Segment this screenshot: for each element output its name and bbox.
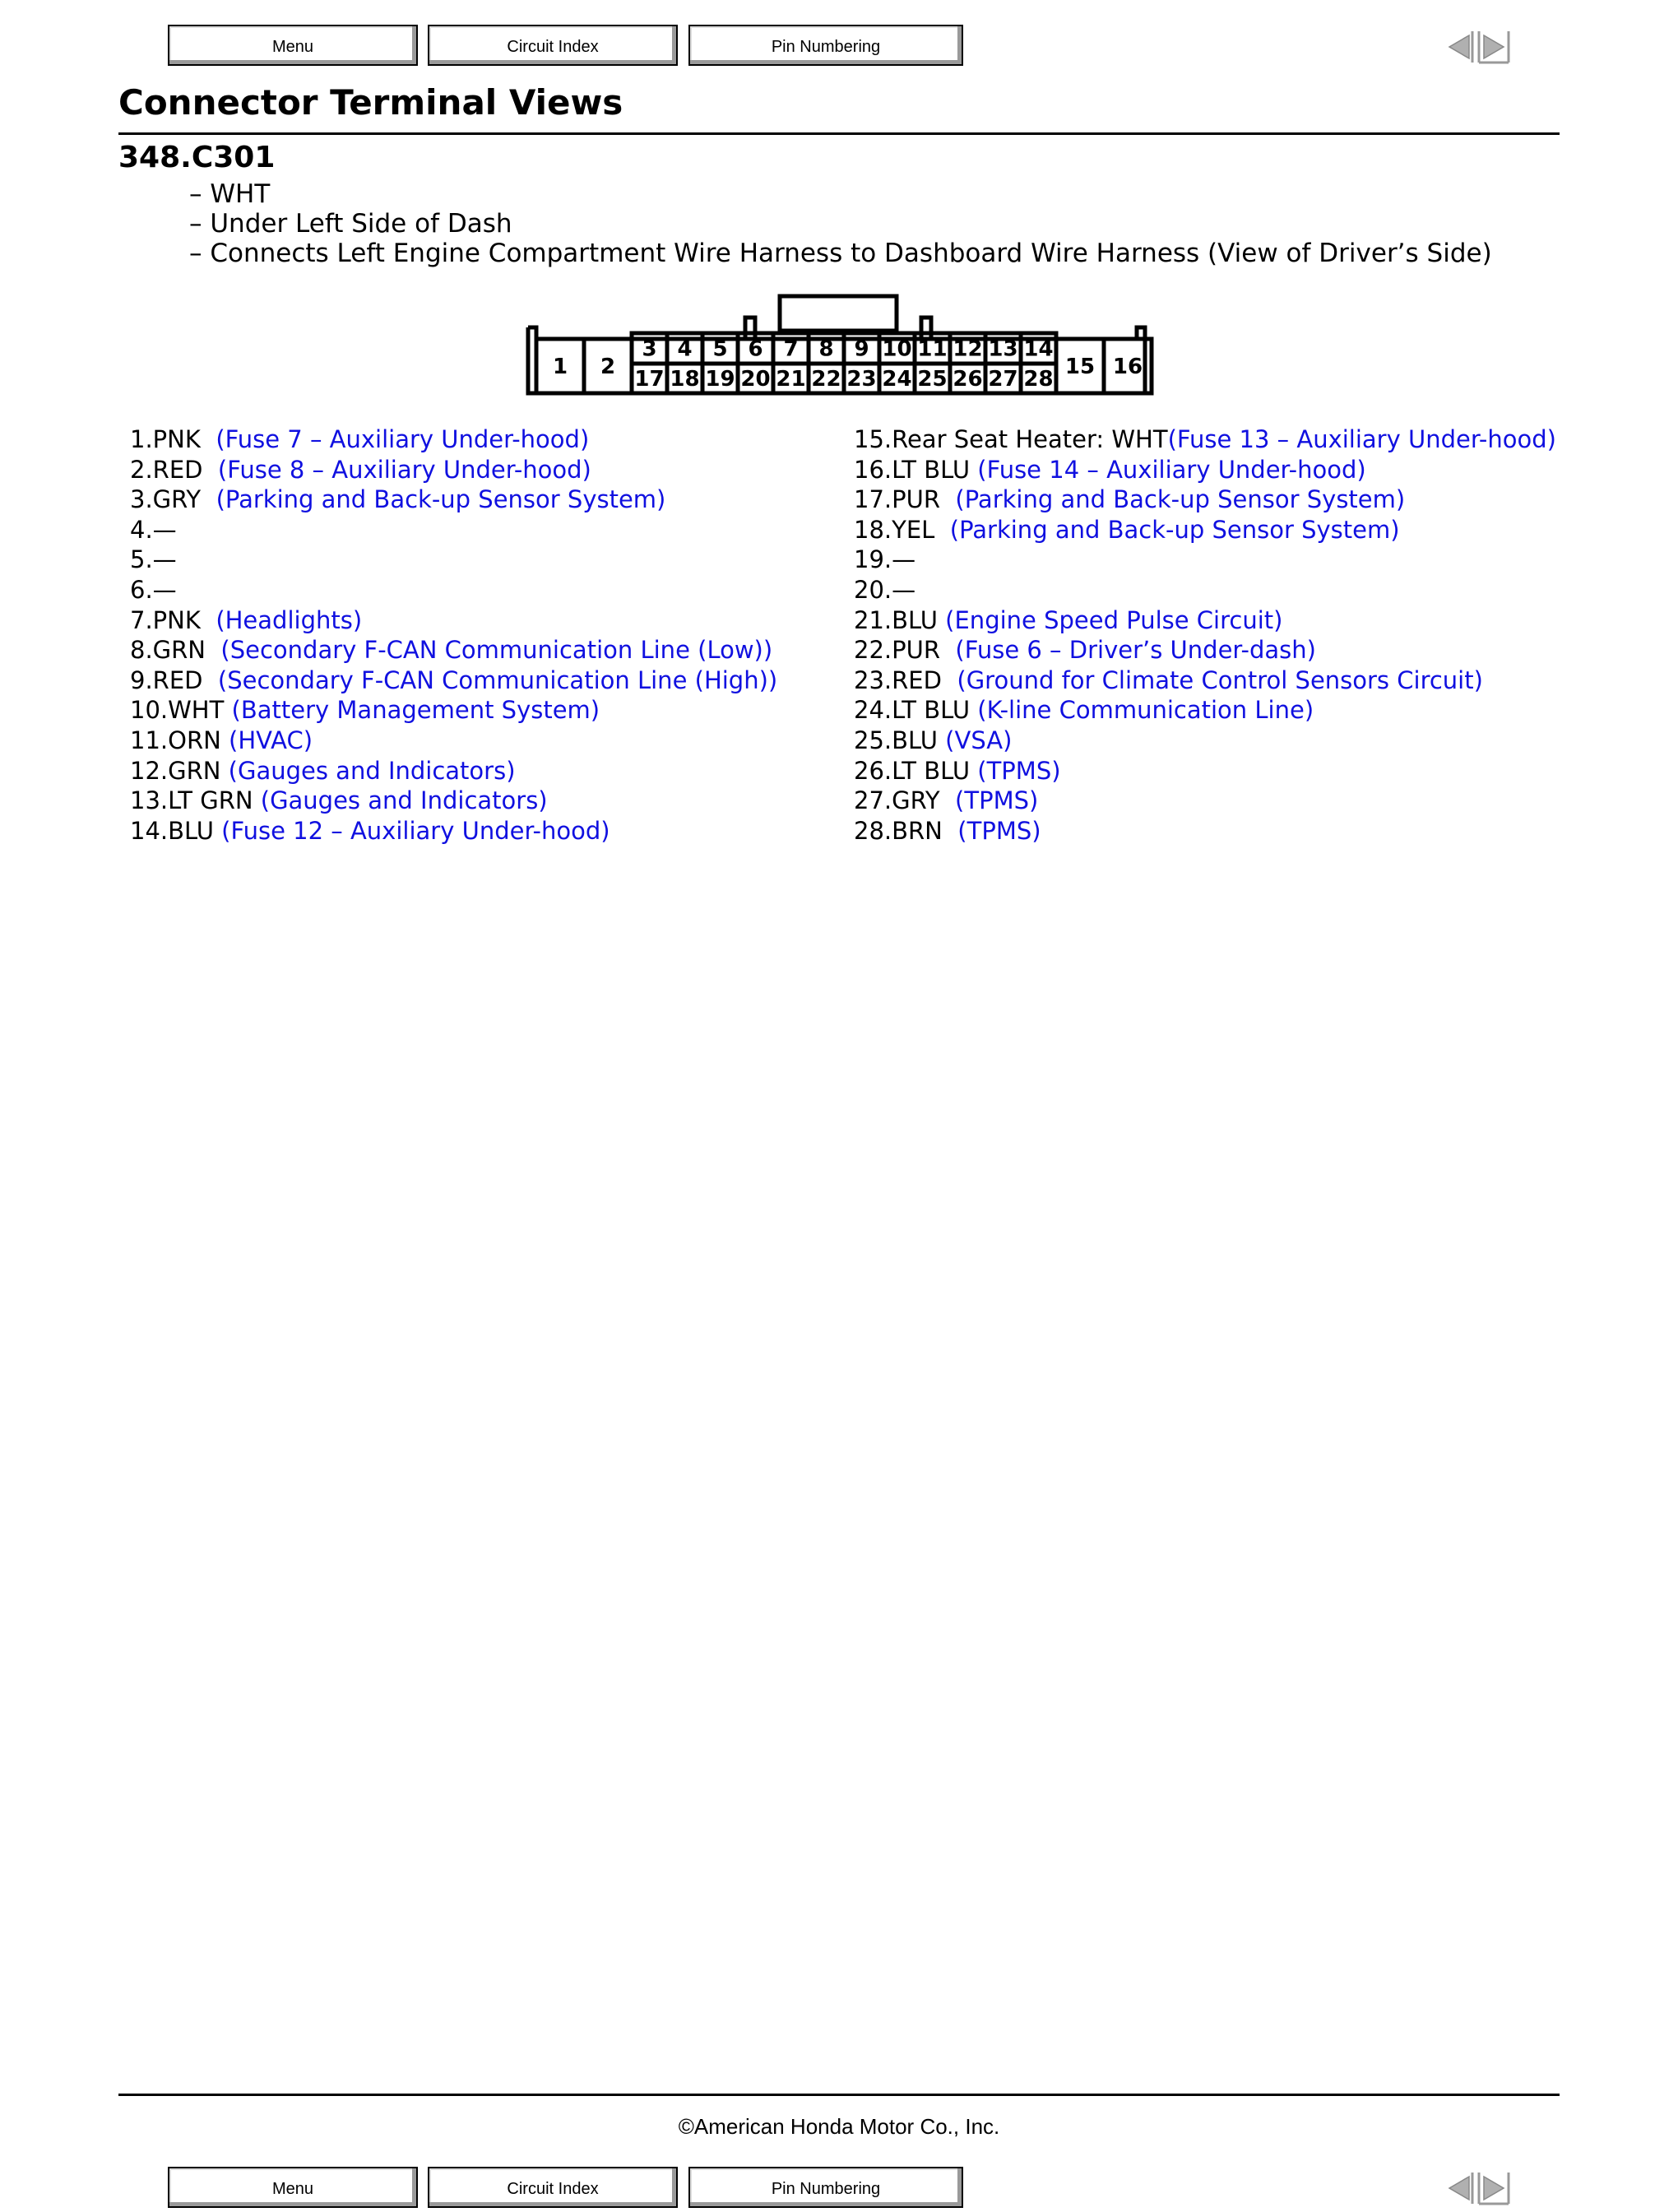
pin-row — [854, 545, 1556, 575]
pin-label: 15.Rear Seat Heater: WHT — [854, 425, 1168, 453]
circuit-link[interactable]: (Fuse 7 – Auxiliary Under-hood) — [216, 425, 590, 453]
pin-cell-23 — [844, 364, 879, 393]
circuit-link[interactable]: (Secondary F-CAN Communication Line (High)) — [217, 665, 778, 694]
pin-number: 14 — [1023, 336, 1054, 362]
pin-row — [130, 605, 777, 636]
pin-list-left — [130, 424, 777, 846]
pin-cell-1 — [536, 339, 584, 393]
circuit-link[interactable]: (TPMS) — [957, 816, 1041, 845]
circuit-link[interactable]: (TPMS) — [955, 786, 1039, 815]
pin-label: 9.RED — [130, 665, 218, 694]
pin-number: 24 — [882, 367, 912, 392]
pin-row — [854, 485, 1556, 515]
menu-button[interactable]: Menu — [168, 25, 418, 66]
circuit-index-button[interactable]: Circuit Index — [428, 25, 678, 66]
circuit-link[interactable]: (Gauges and Indicators) — [228, 756, 516, 785]
pin-number: 9 — [854, 336, 869, 362]
pin-label: 21.BLU — [854, 605, 946, 634]
pin-label: 20.— — [854, 575, 916, 604]
pin-label: 25.BLU — [854, 726, 946, 754]
circuit-link[interactable]: (Parking and Back-up Sensor System) — [216, 485, 666, 514]
pin-cell-28 — [1021, 364, 1056, 393]
pin-cell-18 — [667, 364, 702, 393]
pin-numbering-button[interactable]: Pin Numbering — [688, 25, 963, 66]
pin-row — [854, 695, 1556, 726]
pin-label: 16.LT BLU — [854, 455, 978, 484]
pin-row — [130, 695, 777, 726]
pin-number: 18 — [670, 367, 700, 392]
menu-button-footer[interactable]: Menu — [168, 2167, 418, 2208]
previous-page-icon[interactable] — [1449, 31, 1472, 63]
pin-row — [854, 515, 1556, 545]
next-page-icon[interactable] — [1479, 2173, 1509, 2204]
pin-number: 11 — [917, 336, 948, 362]
pin-number: 12 — [953, 336, 983, 362]
pin-cell-25 — [915, 364, 950, 393]
pin-cell-19 — [702, 364, 738, 393]
circuit-link[interactable]: (Fuse 14 – Auxiliary Under-hood) — [977, 455, 1366, 484]
pin-number: 25 — [917, 367, 948, 392]
circuit-link[interactable]: (HVAC) — [229, 726, 313, 754]
pin-row — [130, 635, 777, 665]
pin-row — [854, 726, 1556, 756]
pin-row — [854, 665, 1556, 696]
pin-cell-22 — [809, 364, 844, 393]
pin-label: 19.— — [854, 545, 916, 574]
pin-number: 5 — [712, 336, 728, 362]
pin-label: 10.WHT — [130, 696, 232, 725]
circuit-link[interactable]: (Engine Speed Pulse Circuit) — [945, 605, 1283, 634]
circuit-link[interactable]: (Fuse 8 – Auxiliary Under-hood) — [217, 455, 591, 484]
pin-cell-24 — [879, 364, 915, 393]
pin-row — [130, 756, 777, 786]
pin-row — [854, 635, 1556, 665]
connector-description: – Connects Left Engine Compartment Wire Harness to Dashboard Wire Harness (View of Driver’s Side) — [189, 239, 1492, 268]
pin-number: 13 — [988, 336, 1018, 362]
pin-number: 23 — [846, 367, 877, 392]
pin-label: 13.LT GRN — [130, 786, 261, 815]
pin-cell-27 — [985, 364, 1021, 393]
pin-label: 26.LT BLU — [854, 756, 978, 785]
pin-label: 11.ORN — [130, 726, 229, 754]
circuit-link[interactable]: (Battery Management System) — [231, 696, 600, 725]
pin-label: 12.GRN — [130, 756, 229, 785]
pin-row — [130, 455, 777, 485]
pin-cell-17 — [632, 364, 667, 393]
pin-row — [130, 515, 777, 545]
pin-label: 1.PNK — [130, 425, 216, 453]
pin-row — [130, 424, 777, 455]
page-nav-arrows-footer — [1444, 2169, 1513, 2207]
page-title: Connector Terminal Views — [118, 82, 623, 123]
connector-tab-right — [921, 318, 931, 339]
pin-row — [854, 424, 1556, 455]
pin-row — [854, 756, 1556, 786]
page-nav-arrows — [1444, 28, 1513, 66]
pin-number: 4 — [677, 336, 693, 362]
pin-cell-14 — [1021, 333, 1056, 364]
pin-cell-10 — [879, 333, 915, 364]
next-page-icon[interactable] — [1479, 31, 1509, 63]
pin-cell-26 — [950, 364, 985, 393]
circuit-link[interactable]: (Fuse 13 – Auxiliary Under-hood) — [1167, 425, 1556, 453]
connector-key — [780, 296, 897, 331]
pin-label: 6.— — [130, 575, 177, 604]
pin-number: 10 — [882, 336, 912, 362]
connector-tab-left — [745, 318, 755, 339]
pin-row — [130, 575, 777, 605]
pin-list-right — [854, 424, 1556, 846]
circuit-link[interactable]: (Secondary F-CAN Communication Line (Low)) — [220, 636, 773, 665]
pin-number: 27 — [988, 367, 1018, 392]
pin-cell-2 — [584, 339, 632, 393]
pin-row — [130, 485, 777, 515]
pin-number: 16 — [1112, 355, 1143, 379]
footer-divider — [118, 2094, 1560, 2096]
pin-cell-20 — [738, 364, 773, 393]
circuit-index-button-footer[interactable]: Circuit Index — [428, 2167, 678, 2208]
pin-number: 20 — [740, 367, 771, 392]
pin-number: 19 — [705, 367, 735, 392]
pin-label: 17.PUR — [854, 485, 956, 514]
circuit-link[interactable]: (Ground for Climate Control Sensors Circuit) — [957, 665, 1483, 694]
pin-cell-11 — [915, 333, 950, 364]
copyright-text: ©American Honda Motor Co., Inc. — [678, 2114, 1000, 2139]
pin-number: 2 — [600, 355, 616, 379]
title-divider — [118, 132, 1560, 135]
circuit-link[interactable]: (K-line Communication Line) — [977, 696, 1314, 725]
pin-label: 3.GRY — [130, 485, 216, 514]
pin-row — [854, 786, 1556, 816]
pin-number: 21 — [776, 367, 806, 392]
pin-number: 17 — [634, 367, 665, 392]
pin-row — [854, 575, 1556, 605]
pin-number: 6 — [748, 336, 763, 362]
circuit-link[interactable]: (Gauges and Indicators) — [260, 786, 548, 815]
previous-page-icon[interactable] — [1449, 2173, 1472, 2204]
circuit-link[interactable]: (Headlights) — [216, 605, 363, 634]
pin-cell-21 — [773, 364, 809, 393]
circuit-link[interactable]: (Fuse 6 – Driver’s Under-dash) — [955, 636, 1316, 665]
pin-label: 8.GRN — [130, 636, 221, 665]
pin-label: 24.LT BLU — [854, 696, 978, 725]
pin-row — [854, 816, 1556, 846]
pin-label: 27.GRY — [854, 786, 956, 815]
pin-cell-13 — [985, 333, 1021, 364]
pin-row — [130, 665, 777, 696]
pin-numbering-button-footer[interactable]: Pin Numbering — [688, 2167, 963, 2208]
circuit-link[interactable]: (Parking and Back-up Sensor System) — [955, 485, 1406, 514]
connector-id: 348.C301 — [118, 141, 276, 174]
pin-label: 4.— — [130, 515, 177, 544]
circuit-link[interactable]: (Fuse 12 – Auxiliary Under-hood) — [221, 816, 610, 845]
pin-label: 28.BRN — [854, 816, 958, 845]
circuit-link[interactable]: (Parking and Back-up Sensor System) — [949, 515, 1400, 544]
connector-location: – Under Left Side of Dash — [189, 209, 512, 239]
circuit-link[interactable]: (TPMS) — [977, 756, 1061, 785]
pin-label: 14.BLU — [130, 816, 222, 845]
pin-label: 18.YEL — [854, 515, 950, 544]
pin-row — [130, 786, 777, 816]
pin-label: 2.RED — [130, 455, 218, 484]
pin-label: 7.PNK — [130, 605, 216, 634]
pin-label: 5.— — [130, 545, 177, 574]
pin-label: 23.RED — [854, 665, 957, 694]
connector-color: – WHT — [189, 179, 271, 209]
pin-row — [130, 816, 777, 846]
pin-number: 15 — [1064, 355, 1096, 379]
pin-cell-12 — [950, 333, 985, 364]
pin-number: 1 — [552, 355, 568, 379]
pin-number: 3 — [642, 336, 657, 362]
pin-number: 28 — [1023, 367, 1054, 392]
pin-number: 7 — [783, 336, 799, 362]
pin-row — [130, 726, 777, 756]
pin-cell-15 — [1056, 339, 1104, 393]
connector-diagram — [518, 288, 1160, 411]
pin-row — [130, 545, 777, 575]
circuit-link[interactable]: (VSA) — [945, 726, 1013, 754]
pin-number: 26 — [953, 367, 983, 392]
pin-label: 22.PUR — [854, 636, 956, 665]
pin-row — [854, 605, 1556, 636]
pin-row — [854, 455, 1556, 485]
pin-number: 8 — [818, 336, 834, 362]
pin-number: 22 — [811, 367, 841, 392]
